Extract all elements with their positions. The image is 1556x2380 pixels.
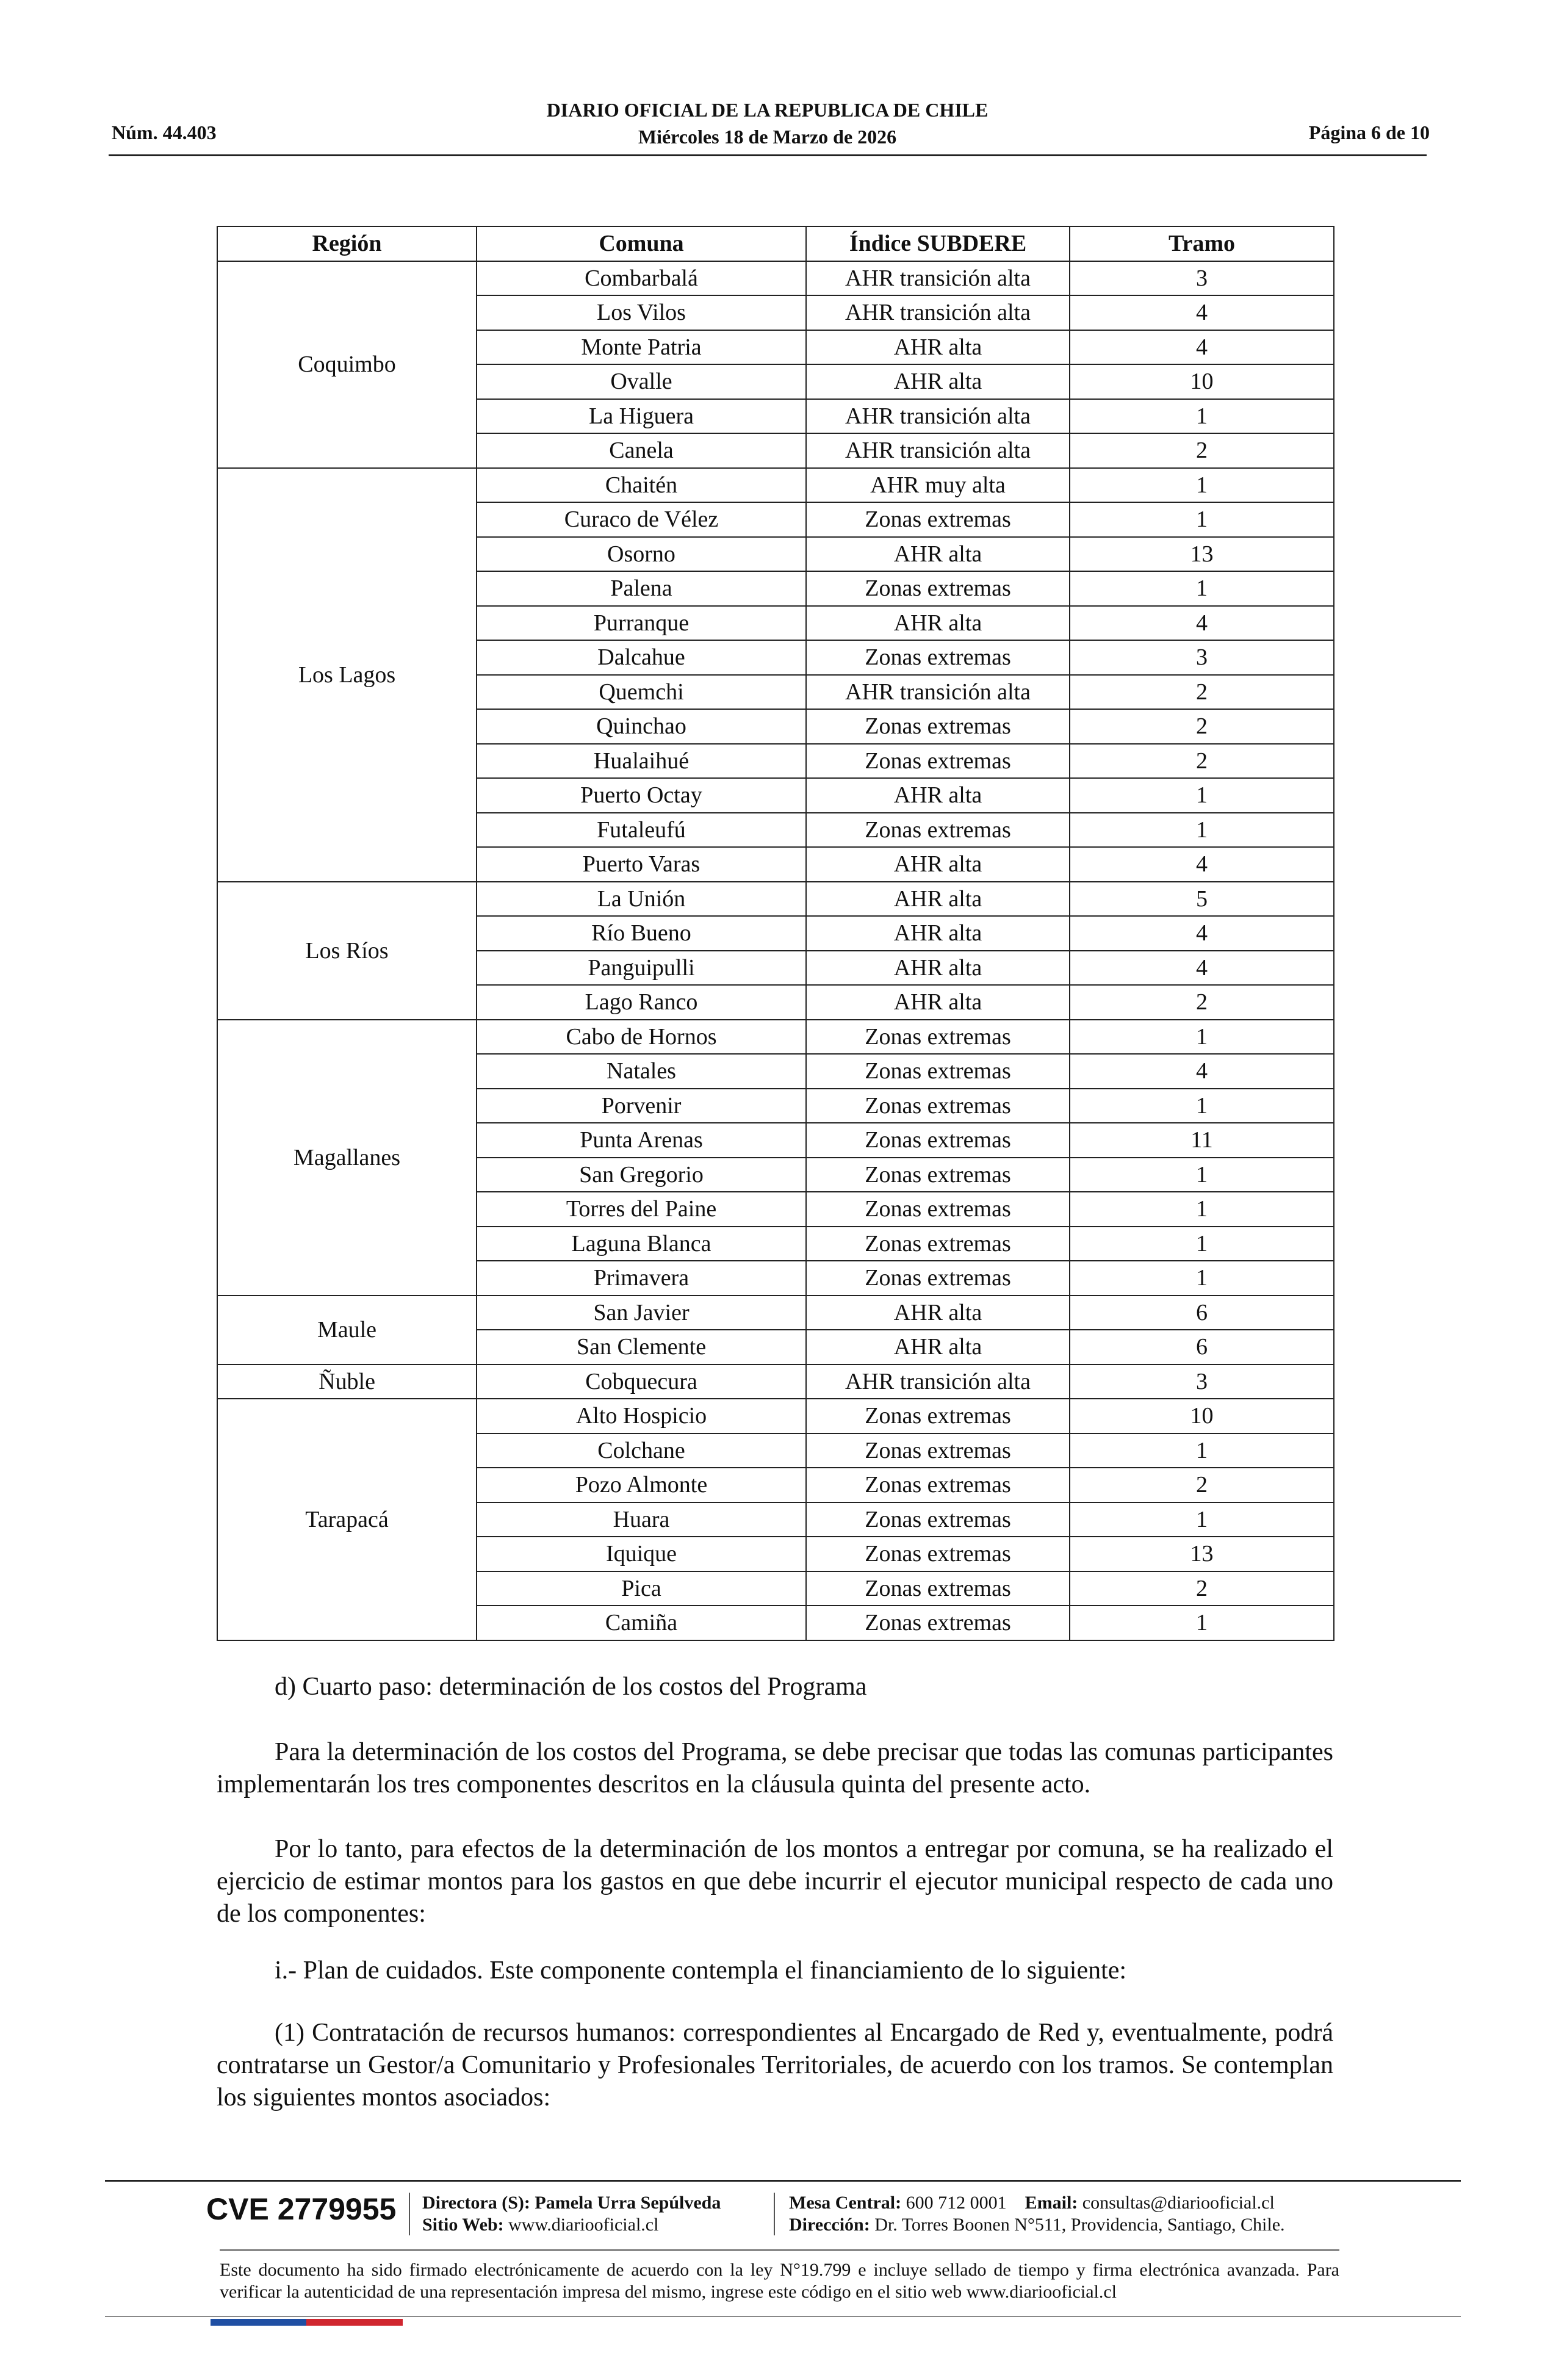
table-header-row [217,226,1334,261]
commune-cell: Futaleufú [477,813,806,848]
tramo-cell: 1 [1070,813,1334,848]
tramo-cell: 10 [1070,1399,1334,1433]
phone-label: Mesa Central: [789,2193,902,2213]
footer-separator [774,2193,775,2235]
subdere-index-cell: AHR alta [806,778,1070,813]
section-title: d) Cuarto paso: determinación de los costos del Programa [275,1673,867,1701]
subdere-index-cell: AHR transición alta [806,433,1070,468]
tramo-cell: 5 [1070,882,1334,917]
subdere-index-cell: AHR alta [806,985,1070,1020]
commune-cell: Combarbalá [477,261,806,296]
subdere-index-cell: Zonas extremas [806,1606,1070,1640]
tramo-cell: 11 [1070,1123,1334,1158]
tramo-cell: 1 [1070,468,1334,503]
tramo-cell: 13 [1070,1537,1334,1571]
subdere-index-cell: AHR alta [806,537,1070,572]
tramo-cell: 2 [1070,1468,1334,1502]
commune-cell: Punta Arenas [477,1123,806,1158]
tramo-cell: 1 [1070,1020,1334,1055]
subdere-index-cell: AHR alta [806,882,1070,917]
commune-cell: San Javier [477,1296,806,1330]
subdere-index-cell: AHR alta [806,606,1070,641]
subdere-index-cell: Zonas extremas [806,813,1070,848]
director-name: Pamela Urra Sepúlveda [535,2193,721,2213]
commune-cell: Pica [477,1571,806,1606]
subdere-index-cell: AHR transición alta [806,261,1070,296]
commune-cell: Quinchao [477,709,806,744]
commune-cell: Quemchi [477,675,806,710]
tramo-cell: 3 [1070,640,1334,675]
commune-cell: Torres del Paine [477,1192,806,1227]
footer-editor-info [422,2192,721,2236]
tramo-cell: 2 [1070,433,1334,468]
commune-cell: Puerto Octay [477,778,806,813]
tramo-cell: 1 [1070,1192,1334,1227]
paragraph-care-plan: i.- Plan de cuidados. Este componente contempla el financiamiento de lo siguiente: [275,1956,1127,1985]
subdere-index-cell: Zonas extremas [806,1158,1070,1192]
region-cell: Tarapacá [217,1399,477,1640]
subdere-index-cell: AHR muy alta [806,468,1070,503]
commune-cell: Osorno [477,537,806,572]
commune-cell: Puerto Varas [477,847,806,882]
commune-cell: Camiña [477,1606,806,1640]
commune-cell: San Clemente [477,1330,806,1365]
region-cell: Los Ríos [217,882,477,1020]
phone-number: 600 712 0001 [906,2193,1007,2213]
commune-cell: Dalcahue [477,640,806,675]
subdere-index-cell: AHR alta [806,1296,1070,1330]
tramo-cell: 6 [1070,1330,1334,1365]
region-cell: Coquimbo [217,261,477,468]
tramo-cell: 2 [1070,1571,1334,1606]
subdere-index-cell: Zonas extremas [806,1192,1070,1227]
cve-code: CVE 2779955 [206,2192,397,2226]
subdere-index-cell: AHR alta [806,847,1070,882]
region-cell: Los Lagos [217,468,477,882]
commune-cell: Purranque [477,606,806,641]
commune-cell: Lago Ranco [477,985,806,1020]
footer-contact-info [789,2192,1285,2236]
commune-cell: Curaco de Vélez [477,502,806,537]
tramo-cell: 4 [1070,951,1334,986]
commune-cell: Hualaihué [477,744,806,779]
tramo-cell: 4 [1070,916,1334,951]
commune-cell: Palena [477,571,806,606]
subdere-index-cell: AHR alta [806,951,1070,986]
tramo-cell: 2 [1070,675,1334,710]
commune-cell: Río Bueno [477,916,806,951]
email-address[interactable]: consultas@diariooficial.cl [1082,2193,1275,2213]
commune-cell: San Gregorio [477,1158,806,1192]
tramo-cell: 2 [1070,744,1334,779]
commune-cell: Los Vilos [477,295,806,330]
address-value: Dr. Torres Boonen N°511, Providencia, Santiago, Chile. [874,2215,1285,2235]
commune-cell: Porvenir [477,1089,806,1123]
commune-cell: Canela [477,433,806,468]
subdere-index-cell: Zonas extremas [806,1571,1070,1606]
region-cell: Maule [217,1296,477,1365]
paragraph-human-resources: (1) Contratación de recursos humanos: correspondientes al Encargado de Red y, eventualmente, podrá contratarse un Gestor/a Comunitario y Profesionales Territoriales, de acuerdo con los tramos. Se contemplan los siguientes montos asociados: [217,2019,1333,2111]
masthead [0,96,1535,150]
subdere-index-cell: Zonas extremas [806,1089,1070,1123]
subdere-index-cell: AHR transición alta [806,675,1070,710]
tramo-cell: 1 [1070,502,1334,537]
tramo-cell: 1 [1070,571,1334,606]
tramo-cell: 1 [1070,1606,1334,1640]
subdere-index-cell: AHR alta [806,364,1070,399]
paragraph-costs-intro: Para la determinación de los costos del Programa, se debe precisar que todas las comunas participantes implementarán los tres componentes descritos en la cláusula quinta del presente acto. [217,1738,1333,1798]
tramo-cell: 4 [1070,606,1334,641]
subdere-index-cell: AHR transición alta [806,399,1070,434]
subdere-index-cell: Zonas extremas [806,1020,1070,1055]
subdere-index-cell: Zonas extremas [806,1054,1070,1089]
tramo-cell: 1 [1070,1502,1334,1537]
tramo-cell: 4 [1070,295,1334,330]
commune-cell: Colchane [477,1433,806,1468]
subdere-index-cell: AHR alta [806,330,1070,365]
commune-cell: Panguipulli [477,951,806,986]
subdere-index-cell: AHR transición alta [806,1365,1070,1399]
subdere-index-cell: Zonas extremas [806,1123,1070,1158]
tramo-cell: 1 [1070,1089,1334,1123]
subdere-index-cell: Zonas extremas [806,571,1070,606]
subdere-index-cell: Zonas extremas [806,1502,1070,1537]
subdere-index-cell: Zonas extremas [806,1433,1070,1468]
region-cell: Magallanes [217,1020,477,1296]
subdere-index-cell: Zonas extremas [806,1468,1070,1502]
website-link[interactable]: www.diariooficial.cl [508,2215,659,2235]
tramo-cell: 1 [1070,399,1334,434]
commune-cell: Monte Patria [477,330,806,365]
header-commune: Comuna [477,226,806,261]
commune-cell: Iquique [477,1537,806,1571]
newspaper-title: DIARIO OFICIAL DE LA REPUBLICA DE CHILE [546,99,989,121]
email-label: Email: [1025,2193,1078,2213]
paragraph-amounts: Por lo tanto, para efectos de la determinación de los montos a entregar por comuna, se ha realizado el ejercicio de estimar montos para los gastos en que debe incurrir el ejecutor municipal respecto de cada uno de los componentes: [217,1835,1333,1928]
table-row [217,261,1334,296]
region-cell: Ñuble [217,1365,477,1399]
commune-cell: Cobquecura [477,1365,806,1399]
subdere-index-cell: Zonas extremas [806,502,1070,537]
website-label: Sitio Web: [422,2215,504,2235]
table-row [217,1296,1334,1330]
table-row [217,1020,1334,1055]
header-divider [109,154,1427,156]
subdere-index-cell: AHR alta [806,1330,1070,1365]
table-row [217,468,1334,503]
subdere-index-cell: AHR transición alta [806,295,1070,330]
tramo-cell: 4 [1070,1054,1334,1089]
table-row [217,1399,1334,1433]
table-body [217,261,1334,1640]
tramo-cell: 2 [1070,985,1334,1020]
commune-cell: Huara [477,1502,806,1537]
tramo-cell: 3 [1070,1365,1334,1399]
commune-cell: Laguna Blanca [477,1227,806,1261]
footer-separator [409,2193,410,2235]
tramo-cell: 1 [1070,1261,1334,1296]
header-tramo: Tramo [1070,226,1334,261]
subdere-index-cell: Zonas extremas [806,640,1070,675]
address-label: Dirección: [789,2215,870,2235]
flag-stripe-blue [211,2319,306,2326]
footer-inner-divider [220,2249,1339,2251]
tramo-cell: 10 [1070,364,1334,399]
commune-cell: Primavera [477,1261,806,1296]
tramo-cell: 3 [1070,261,1334,296]
communes-table [217,226,1334,1641]
subdere-index-cell: Zonas extremas [806,1227,1070,1261]
header-region: Región [217,226,477,261]
commune-cell: Ovalle [477,364,806,399]
tramo-cell: 1 [1070,1433,1334,1468]
flag-stripe-red [306,2319,403,2326]
subdere-index-cell: AHR alta [806,916,1070,951]
commune-cell: Alto Hospicio [477,1399,806,1433]
subdere-index-cell: Zonas extremas [806,1537,1070,1571]
header-subdere-index: Índice SUBDERE [806,226,1070,261]
tramo-cell: 13 [1070,537,1334,572]
commune-cell: La Unión [477,882,806,917]
issue-date: Miércoles 18 de Marzo de 2026 [638,126,897,148]
subdere-index-cell: Zonas extremas [806,1399,1070,1433]
tramo-cell: 6 [1070,1296,1334,1330]
footer-bottom-divider [105,2316,1461,2317]
page-number: Página 6 de 10 [1308,121,1430,143]
tramo-cell: 1 [1070,1158,1334,1192]
commune-cell: Cabo de Hornos [477,1020,806,1055]
commune-cell: Natales [477,1054,806,1089]
subdere-index-cell: Zonas extremas [806,744,1070,779]
issue-number: Núm. 44.403 [112,121,217,143]
tramo-cell: 1 [1070,778,1334,813]
commune-cell: Chaitén [477,468,806,503]
tramo-cell: 4 [1070,330,1334,365]
legal-notice: Este documento ha sido firmado electrónicamente de acuerdo con la ley N°19.799 e incluye sellado de tiempo y firma electrónica avanzada. Para verificar la autenticidad de una representación impresa del mismo, ingrese este código en el sitio web www.diariooficial.cl [220,2260,1339,2302]
subdere-index-cell: Zonas extremas [806,1261,1070,1296]
subdere-index-cell: Zonas extremas [806,709,1070,744]
tramo-cell: 2 [1070,709,1334,744]
table-row [217,882,1334,917]
tramo-cell: 1 [1070,1227,1334,1261]
table-row [217,1365,1334,1399]
footer-divider [105,2180,1461,2182]
commune-cell: La Higuera [477,399,806,434]
tramo-cell: 4 [1070,847,1334,882]
commune-cell: Pozo Almonte [477,1468,806,1502]
director-label: Directora (S): [422,2193,530,2213]
